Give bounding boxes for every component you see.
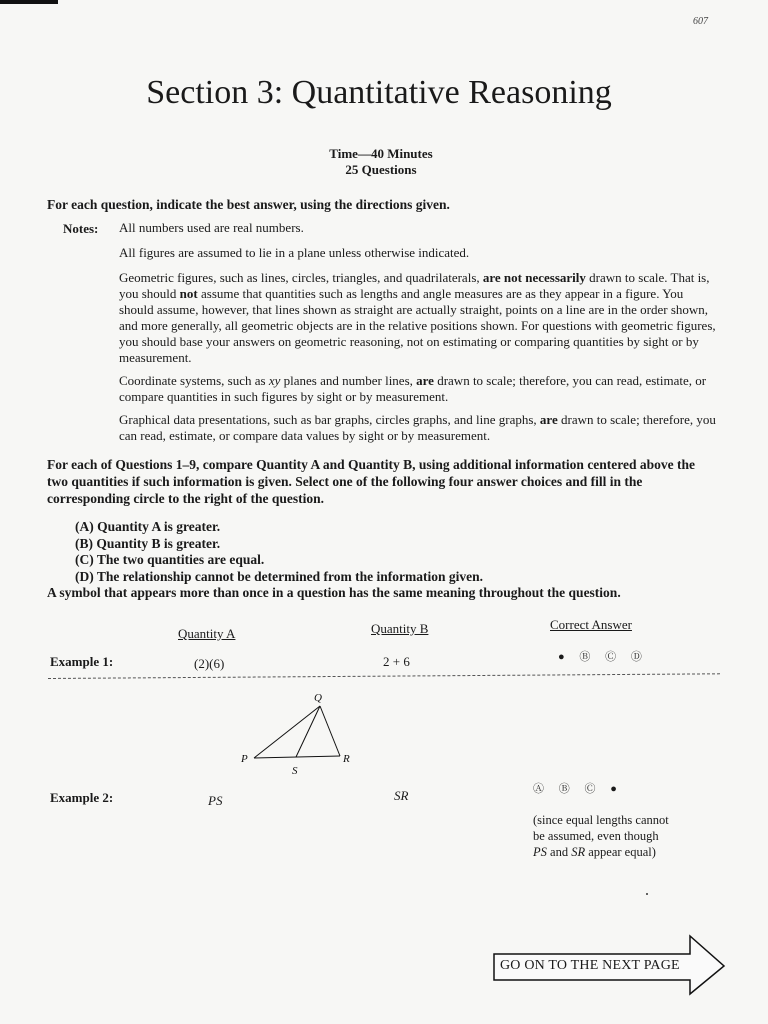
next-page-label: GO ON TO THE NEXT PAGE	[500, 958, 680, 973]
header-correct-answer: Correct Answer	[550, 617, 632, 632]
time-block	[0, 146, 762, 178]
choice-c: (C) The two quantities are equal.	[75, 552, 265, 567]
note-coordinate-systems: Coordinate systems, such as xy planes and number lines, are drawn to scale; therefore, you can read, estimate, or compare quantities in such figures by sight or by measurement.	[119, 373, 707, 404]
general-instruction: For each question, indicate the best answer, using the directions given.	[47, 197, 450, 212]
choice-b: (B) Quantity B is greater.	[75, 535, 221, 551]
triangle-figure	[232, 690, 362, 780]
time-limit: Time—40 Minutes	[329, 146, 433, 161]
questions-intro: For each of Questions 1–9, compare Quantity A and Quantity B, using additional information centered above the two quantities if such information is given. Select one of the following four answer choices and fill in the corresponding circle to the right of the question.	[47, 457, 696, 506]
label-s: S	[292, 765, 298, 777]
label-p: P	[241, 753, 248, 765]
section-title: Section 3: Quantitative Reasoning	[146, 74, 612, 111]
header-quantity-a: Quantity A	[178, 626, 236, 641]
example1-answer-circles: ● Ⓑ Ⓒ Ⓓ	[558, 651, 648, 663]
question-count: 25 Questions	[345, 162, 417, 177]
label-r: R	[343, 753, 350, 765]
symbol-note: A symbol that appears more than once in a question has the same meaning throughout the question.	[47, 585, 621, 600]
note-geometric-figures: Geometric figures, such as lines, circles, triangles, and quadrilaterals, are not necessarily drawn to scale. That is, you should not assume that quantities such as lengths and angle measures are as they appear in a figure. You should assume, however, that lines shown as straight are actually straight, points on a line are in the order shown, and more generally, all geometric objects are in the relative positions shown. For questions with geometric figures, you should base your answers on geometric reasoning, not on estimating or comparing quantities by sight or by measurement.	[119, 270, 716, 365]
top-edge-mark	[0, 0, 58, 4]
segment-pr	[254, 756, 340, 758]
choice-a: (A) Quantity A is greater.	[75, 519, 221, 534]
note-plane-figures: All figures are assumed to lie in a plane unless otherwise indicated.	[119, 245, 470, 260]
example2-quantity-b: SR	[394, 788, 409, 803]
segment-qs	[296, 706, 320, 757]
notes-list	[119, 220, 717, 451]
stray-mark	[646, 893, 648, 895]
example1-label: Example 1:	[50, 654, 114, 669]
header-quantity-b: Quantity B	[371, 621, 429, 636]
note-real-numbers: All numbers used are real numbers.	[119, 220, 304, 235]
example-divider	[48, 673, 720, 679]
choice-d: (D) The relationship cannot be determined from the information given.	[75, 568, 483, 584]
example2-answer-circles: Ⓐ Ⓑ Ⓒ ●	[533, 783, 623, 795]
segment-qr	[320, 706, 340, 756]
note-graphical-data: Graphical data presentations, such as bar graphs, circles graphs, and line graphs, are drawn to scale; therefore, you can read, estimate, or compare data values by sight or by measurement.	[119, 412, 716, 443]
example2-quantity-a: PS	[208, 793, 223, 808]
label-q: Q	[314, 692, 322, 704]
example2-label: Example 2:	[50, 790, 114, 805]
example1-quantity-a: (2)(6)	[194, 656, 225, 671]
notes-label: Notes:	[63, 221, 99, 236]
example2-explanation: (since equal lengths cannot be assumed, even though PS and SR appear equal)	[533, 813, 669, 859]
example1-quantity-b: 2 + 6	[383, 654, 410, 669]
page-number: 607	[693, 16, 708, 27]
segment-pq	[254, 706, 320, 758]
answer-choices-list	[75, 519, 483, 585]
